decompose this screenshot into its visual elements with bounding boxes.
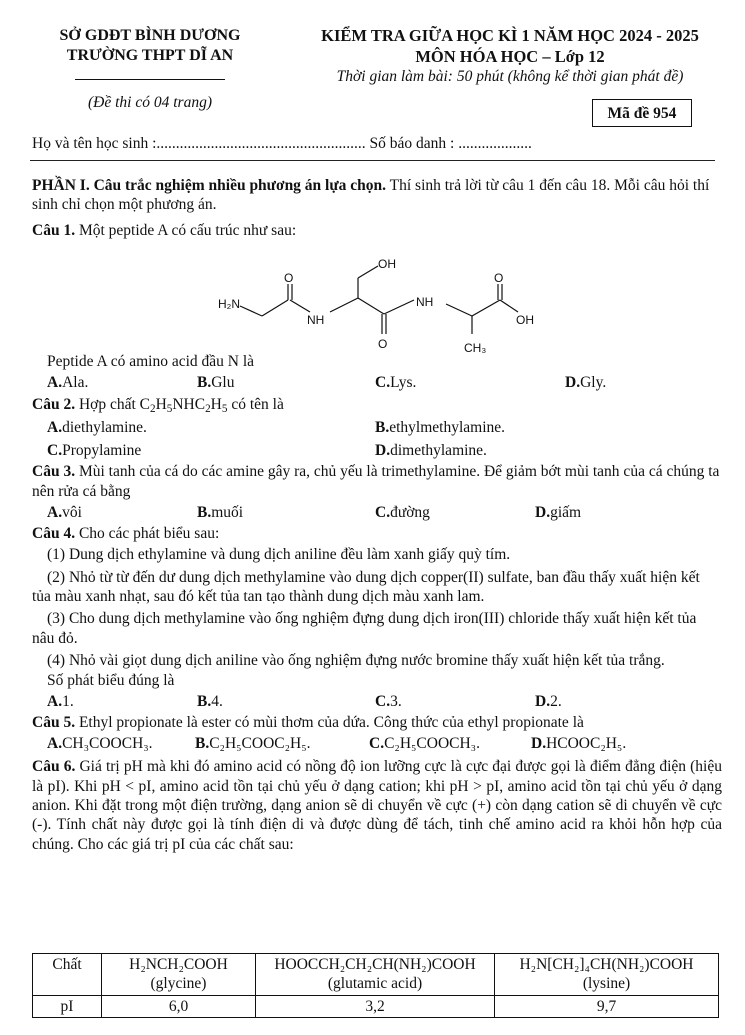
- question-5-options: [32, 732, 722, 755]
- option-c[interactable]: C.Propylamine: [47, 442, 142, 460]
- question-2-options-row1: [32, 416, 722, 439]
- option-b[interactable]: B.4.: [197, 692, 223, 710]
- header-rule: [30, 160, 715, 161]
- table-header: Chất: [33, 954, 102, 996]
- option-d[interactable]: D.dimethylamine.: [375, 442, 487, 460]
- option-d[interactable]: D.2.: [535, 692, 562, 710]
- question-2: Câu 2. Hợp chất $C_2H_5NHC_2H_5$ có tên là: [32, 395, 284, 415]
- time-note: Thời gian làm bài: 50 phút (không kể thời gian phát đề): [336, 68, 684, 86]
- label-h2n: H₂N: [218, 297, 240, 311]
- table-cell: 3,2: [256, 995, 495, 1017]
- label-nh2: NH: [416, 295, 434, 309]
- question-1: [32, 221, 722, 240]
- option-a[interactable]: A.vôi: [47, 503, 82, 521]
- option-b[interactable]: B.muối: [197, 503, 244, 521]
- question-text: Một peptide A có cấu trúc như sau:: [75, 221, 297, 239]
- table-header: H₂NCH₂COOH (glycine): [102, 954, 256, 996]
- student-info-line: Họ và tên học sinh :...................................................... Số báo danh : ...................: [32, 135, 532, 152]
- label-o2: O: [378, 337, 388, 351]
- header-left: [30, 26, 270, 113]
- option-a[interactable]: A.Ala.: [47, 374, 89, 392]
- option-d[interactable]: D.Gly.: [565, 374, 607, 392]
- question-2-options-row2: [32, 439, 722, 462]
- option-b[interactable]: B.Glu: [197, 374, 235, 392]
- part1-title: PHẦN I. Câu trắc nghiệm nhiều phương án lựa chọn.: [32, 177, 387, 194]
- page-count-note: (Đề thi có 04 trang): [88, 94, 212, 112]
- header-right: [290, 26, 730, 87]
- header-divider: [75, 79, 225, 80]
- school-name: TRƯỜNG THPT DĨ AN: [66, 46, 234, 64]
- part1-intro: Thí sinh trả lời từ câu 1 đến câu 18. Mỗi câu hỏi thí sinh chỉ chọn một phương án.: [32, 177, 710, 214]
- table-row: [33, 995, 719, 1017]
- label-oh-top: OH: [378, 257, 396, 271]
- question-5: Câu 5. Ethyl propionate là ester có mùi thơm của dứa. Công thức của ethyl propionate là: [32, 713, 584, 731]
- label-o1: O: [284, 271, 294, 285]
- statement-1: (1) Dung dịch ethylamine và dung dịch aniline đều làm xanh giấy quỳ tím.: [47, 546, 511, 564]
- exam-code-box: Mã đề 954: [592, 99, 692, 127]
- structure-space: [32, 240, 722, 352]
- option-b[interactable]: B.C₂H₅COOC₂H₅.: [195, 735, 311, 753]
- exam-title: KIỂM TRA GIỮA HỌC KÌ 1 NĂM HỌC 2024 - 2025: [321, 26, 699, 45]
- question-3: Câu 3. Mùi tanh của cá do các amine gây ra, chủ yếu là trimethylamine. Để giảm bớt mùi tanh của cá chúng ta nên rửa cá bằng: [32, 463, 720, 500]
- question-4-options: [32, 690, 722, 713]
- question-3-options: [32, 501, 722, 524]
- table-row: [33, 954, 719, 996]
- option-a[interactable]: A.CH₃COOCH₃.: [47, 735, 153, 753]
- table-cell: pI: [33, 995, 102, 1017]
- table-cell: 6,0: [102, 995, 256, 1017]
- option-c[interactable]: C.3.: [375, 692, 402, 710]
- question-label: Câu 1.: [32, 221, 76, 239]
- option-c[interactable]: C.đường: [375, 503, 430, 521]
- part1-heading: [32, 176, 722, 215]
- question-1-stem: Peptide A có amino acid đầu N là: [47, 353, 255, 371]
- question-6: Câu 6. Giá trị pH mà khi đó amino acid có nồng độ ion lưỡng cực là cực đại được gọi là điểm đẳng điện (hiệu là pI). Khi pH < pI, amino acid tồn tại chủ yếu ở dạng cation; khi pH > pI, amino acid tồn tại chủ yếu ở dạng anion. Khi đặt trong một điện trường, dạng anion sẽ di chuyển về cực (+) còn dạng cation sẽ di chuyển về cực (-). Tính chất này được gọi là tính điện di và được dùng để tách, tinh chế amino acid ra khỏi hỗn hợp của chúng. Cho các giá trị pI của các chất sau:: [32, 758, 722, 853]
- table-cell: 9,7: [495, 995, 719, 1017]
- department-name: SỞ GDĐT BÌNH DƯƠNG: [59, 27, 241, 44]
- label-oh-end: OH: [516, 313, 534, 327]
- pi-table: [32, 953, 719, 1018]
- label-ch3: CH₃: [464, 341, 487, 355]
- option-a[interactable]: A.diethylamine.: [47, 419, 147, 437]
- option-d[interactable]: D.HCOOC₂H₅.: [531, 735, 627, 753]
- statement-4: (4) Nhỏ vài giọt dung dịch aniline vào ống nghiệm đựng nước bromine thấy xuất hiện kết tủa trắng.: [47, 652, 665, 670]
- question-4-stem: Số phát biểu đúng là: [47, 671, 175, 689]
- option-c[interactable]: C.Lys.: [375, 374, 417, 392]
- option-b[interactable]: B.ethylmethylamine.: [375, 419, 506, 437]
- label-nh1: NH: [307, 313, 325, 327]
- subject-title: MÔN HÓA HỌC – Lớp 12: [415, 46, 605, 66]
- question-1-options: [32, 372, 722, 395]
- question-4: Câu 4. Cho các phát biểu sau:: [32, 524, 220, 542]
- statement-3: (3) Cho dung dịch methylamine vào ống nghiệm đựng dung dịch iron(III) chloride thấy xuất hiện kết tủa nâu đỏ.: [32, 610, 697, 647]
- exam-content: [32, 176, 722, 854]
- option-d[interactable]: D.giấm: [535, 503, 582, 521]
- option-c[interactable]: C.C₂H₅COOCH₃.: [369, 735, 480, 753]
- table-header: H₂N[CH₂]₄CH(NH₂)COOH (lysine): [495, 954, 719, 996]
- table-header: HOOCCH₂CH₂CH(NH₂)COOH (glutamic acid): [256, 954, 495, 996]
- statement-2: (2) Nhỏ từ từ đến dư dung dịch methylamine vào dung dịch copper(II) sulfate, ban đầu thấy xuất hiện kết tủa màu xanh nhạt, sau đó kết tủa tan tạo thành dung dịch màu xanh lam.: [32, 568, 700, 606]
- label-o3: O: [494, 271, 504, 285]
- option-a[interactable]: A.1.: [47, 692, 74, 710]
